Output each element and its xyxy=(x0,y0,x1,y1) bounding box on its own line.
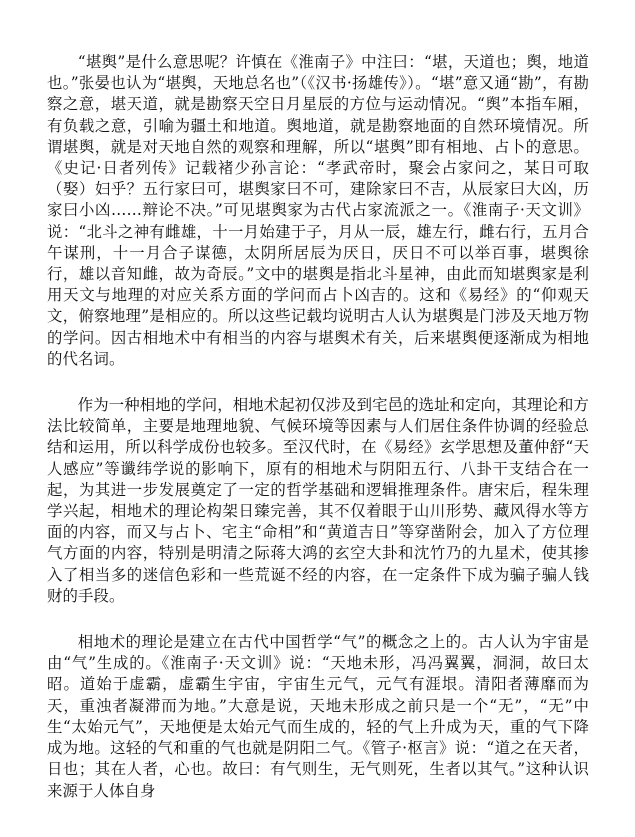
paragraph-qi-theory: 相地术的理论是建立在古代中国哲学“气”的概念之上的。古人认为宇宙是由“气”生成的。《淮南子·天文训》说：“天地未形，冯冯翼翼，洞洞，故曰太昭。道始于虚霸，虚霸生宇宙，宇宙生元气，元气有涯垠。清阳者薄靡而为天，重浊者凝滞而为地。”大意是说，天地未形成之前只是一个“无”，“无”中生“太始元气”，天地便是太始元气而生成的，轻的气上升成为天，重的气下降成为地。这轻的气和重的气也就是阴阳二气。《管子·枢言》说：“道之在天者，日也；其在人者，心也。故曰：有气则生，无气则死，生者以其气。”这种认识来源于人体自身 xyxy=(47,633,589,800)
paragraph-kanyu-meaning: “堪舆”是什么意思呢？许慎在《淮南子》中注曰：“堪，天道也；舆，地道也。”张晏也认为“堪舆，天地总名也”（《汉书·扬雄传》）。“堪”意又通“勘”，有勘察之意，堪天道，就是勘察天空日月星辰的方位与运动情况。“舆”本指车厢，有负载之意，引喻为疆土和地道。舆地道，就是勘察地面的自然环境情况。所谓堪舆，就是对天地自然的观察和理解，所以“堪舆”即有相地、占卜的意思。《史记·日者列传》记载褚少孙言论：“孝武帝时，聚会占家问之，某日可取（娶）妇乎？五行家曰可，堪舆家曰不可，建除家曰不吉，从辰家曰大凶，历家曰小凶……辩论不决。”可见堪舆家为古代占家流派之一。《淮南子·天文训》说：“北斗之神有雌雄，十一月始建于子，月从一辰，雄左行，雌右行，五月合午谋刑，十一月合子谋德，太阴所居辰为厌日，厌日不可以举百事，堪舆徐行，雄以音知雌，故为奇辰。”文中的堪舆是指北斗星神，由此而知堪舆家是利用天文与地理的对应关系方面的学问而占卜凶吉的。这和《易经》的“仰观天文，俯察地理”是相应的。所以这些记载均说明古人认为堪舆是门涉及天地万物的学问。因古相地术中有相当的内容与堪舆术有关，后来堪舆便逐渐成为相地的代名词。 xyxy=(47,53,589,368)
paragraph-history: 作为一种相地的学问，相地术起初仅涉及到宅邑的选址和定向，其理论和方法比较简单，主要是地理地貌、气候环境等因素与人们居住条件协调的经验总结和运用，所以科学成份也较多。至汉代时，在《易经》玄学思想及董仲舒“天人感应”等谶纬学说的影响下，原有的相地术与阴阳五行、八卦干支结合在一起，为其进一步发展奠定了一定的哲学基础和逻辑推理条件。唐宋后，程朱理学兴起，相地术的理论构架日臻完善，其不仅着眼于山川形势、藏风得水等方面的内容，而又与占卜、宅主“命相”和“黄道吉日”等穿凿附会，加入了方位理气方面的内容，特别是明清之际蒋大鸿的玄空大卦和沈竹乃的九星术，使其掺入了相当多的迷信色彩和一些荒诞不经的内容，在一定条件下成为骗子骗人钱财的手段。 xyxy=(47,396,589,605)
